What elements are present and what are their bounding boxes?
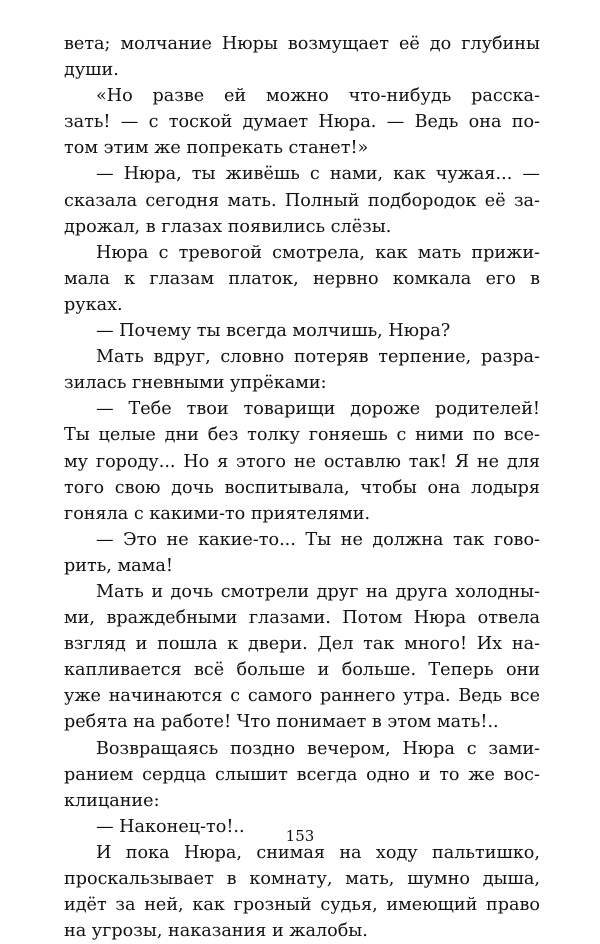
text-line: му городу... Но я этого не оставлю так! Я не для [64, 451, 540, 472]
body-text [64, 31, 540, 944]
text-line: на угрозы, наказания и жалобы. [64, 921, 368, 942]
text-line: взгляд и пошла к двери. Дел так много! Их на- [64, 634, 540, 655]
text-line: клицание: [64, 790, 160, 811]
text-line: ми, враждебными глазами. Потом Нюра отвела [64, 608, 540, 629]
text-line: вета; молчание Нюры возмущает её до глубины [64, 34, 540, 54]
text-line: Нюра с тревогой смотрела, как мать прижи- [96, 242, 540, 263]
text-line: капливается всё больше и больше. Теперь они [64, 660, 540, 681]
text-line: Мать и дочь смотрели друг на друга холодны- [96, 581, 540, 602]
text-line: Мать вдруг, словно потеряв терпение, разра- [96, 347, 540, 368]
text-line: зать! — с тоской думает Нюра. — Ведь она по- [64, 112, 540, 133]
text-line: — Это не какие-то... Ты не должна так гово- [96, 529, 540, 550]
text-line: руках. [64, 294, 123, 315]
text-line: того свою дочь воспитывала, чтобы она лодыря [64, 477, 540, 498]
text-line: ребята на работе! Что понимает в этом мать!.. [64, 712, 499, 733]
text-line: Возвращаясь поздно вечером, Нюра с зами- [96, 738, 540, 759]
page-number: 153 [285, 827, 315, 845]
text-line: души. [64, 60, 119, 81]
text-line: проскальзывает в комнату, мать, шумно дыша, [64, 869, 540, 889]
text-line: — Почему ты всегда молчишь, Нюра? [96, 321, 451, 342]
text-line: рить, мама! [64, 555, 173, 576]
text-line: И пока Нюра, снимая на ходу пальтишко, [96, 842, 540, 863]
text-line: дрожал, в глазах появились слёзы. [64, 216, 392, 237]
text-line: «Но разве ей можно что-нибудь расска- [96, 86, 540, 107]
text-line: мала к глазам платок, нервно комкала его в [64, 268, 540, 289]
text-line: — Нюра, ты живёшь с нами, как чужая... — [96, 164, 540, 185]
text-line: зилась гневными упрёками: [64, 373, 327, 394]
text-line: идёт за ней, как грозный судья, имеющий право [64, 895, 540, 916]
text-line: — Тебе твои товарищи дороже родителей! [96, 399, 540, 420]
text-line: том этим же попрекать станет!» [64, 138, 369, 159]
text-line: — Наконец-то!.. [96, 816, 245, 837]
text-line: уже начинаются с самого раннего утра. Ведь все [64, 686, 540, 707]
text-line: гоняла с какими-то приятелями. [64, 503, 371, 524]
text-line: сказала сегодня мать. Полный подбородок её за- [64, 190, 540, 211]
text-line: Ты целые дни без толку гоняешь с ними по всe- [64, 425, 540, 446]
text-line: ранием сердца слышит всегда одно и то же вос- [64, 764, 540, 785]
